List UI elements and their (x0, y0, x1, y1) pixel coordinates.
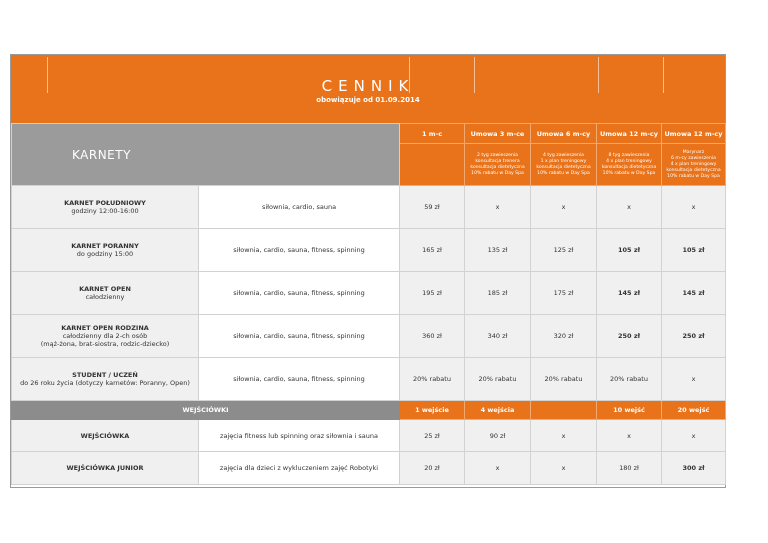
price-value: 59 zł (400, 186, 465, 229)
pass-includes: siłownia, cardio, sauna, fitness, spinning (199, 229, 400, 272)
pass-includes: siłownia, cardio, sauna, fitness, spinning (199, 358, 400, 401)
plan-benefit-line: 10% rabatu w Day Spa (602, 170, 656, 176)
price-value: 145 zł (597, 272, 662, 315)
plan-benefits (531, 144, 597, 186)
plan-benefit-line: konsultacja dietetyczna (536, 164, 591, 170)
entry-pass-includes: zajęcia dla dzieci z wykluczeniem zajęć Robotyki (199, 452, 400, 485)
price-value: x (597, 420, 662, 452)
plan-benefits (597, 144, 662, 186)
plan-benefit-line: 2 tyg zawieszenia (477, 152, 518, 158)
entry-pass-title: WEJŚCIÓWKA JUNIOR (66, 464, 144, 472)
plan-column-header: Umowa 3 m-ce (465, 124, 531, 144)
plan-benefit-line: konsultacja trenera (475, 158, 520, 164)
entry-column-header: 20 wejść (662, 401, 726, 420)
pass-name (12, 186, 199, 229)
section-heading-karnety: KARNETY (12, 124, 400, 186)
plan-column-header: Umowa 12 m-cy (597, 124, 662, 144)
pass-row (12, 229, 726, 272)
price-value: 195 zł (400, 272, 465, 315)
price-value: x (597, 186, 662, 229)
plan-benefit-line: konsultacja dietetyczna (666, 167, 721, 173)
price-list-banner (11, 55, 725, 123)
price-value: 20 zł (400, 452, 465, 485)
price-value: x (531, 452, 597, 485)
plan-benefits (662, 144, 726, 186)
plan-benefits (400, 144, 465, 186)
pass-title: KARNET OPEN (79, 285, 131, 293)
entry-pass-name (12, 452, 199, 485)
pass-detail: całodzienny dla 2-ch osób (62, 332, 148, 340)
price-value: 250 zł (662, 315, 726, 358)
price-value: 320 zł (531, 315, 597, 358)
pass-includes: siłownia, cardio, sauna, fitness, spinning (199, 315, 400, 358)
price-value: 25 zł (400, 420, 465, 452)
entry-column-header (531, 401, 597, 420)
entry-pass-title: WEJŚCIÓWKA (80, 431, 130, 440)
pass-row (12, 272, 726, 315)
plan-column-header: Umowa 6 m-cy (531, 124, 597, 144)
plan-benefit-line: 4 tyg zawieszenia (543, 152, 584, 158)
price-table (11, 123, 726, 485)
price-value: 180 zł (597, 452, 662, 485)
price-value: 20% rabatu (465, 358, 531, 401)
plan-benefit-line: 1 x plan treningowy (540, 158, 587, 164)
plan-benefit-line: 6 m-cy zawieszenia (671, 155, 716, 161)
plan-benefit-line: 10% rabatu w Day Spa (471, 170, 524, 176)
entry-pass-includes: zajęcia fitness lub spinning oraz siłownia i sauna (199, 420, 400, 452)
section-heading-wejsciowki: WEJŚCIÓWKI (12, 401, 400, 420)
price-value: 300 zł (662, 452, 726, 485)
price-value: x (662, 186, 726, 229)
price-value: 360 zł (400, 315, 465, 358)
price-value: 185 zł (465, 272, 531, 315)
entry-passes-header-row (12, 401, 726, 420)
price-value: 20% rabatu (400, 358, 465, 401)
plan-benefit-line: 10% rabatu w Day Spa (667, 173, 720, 179)
pass-row (12, 358, 726, 401)
price-value: 175 zł (531, 272, 597, 315)
pass-detail: do 26 roku życia (dotyczy karnetów: Poranny, Open) (20, 379, 190, 387)
plan-benefit-line: konsultacja dietetyczna (601, 164, 657, 170)
plan-benefit-line: 4 x plan treningowy (670, 161, 717, 167)
price-value: 145 zł (662, 272, 726, 315)
price-value: 105 zł (597, 229, 662, 272)
pass-title: KARNET OPEN RODZINA (61, 324, 149, 332)
price-value: 125 zł (531, 229, 597, 272)
plan-benefits (465, 144, 531, 186)
pass-row (12, 186, 726, 229)
pass-includes: siłownia, cardio, sauna, fitness, spinning (199, 272, 400, 315)
pass-name (12, 358, 199, 401)
pass-name (12, 315, 199, 358)
entry-pass-row (12, 420, 726, 452)
price-value: 165 zł (400, 229, 465, 272)
pass-detail: do godziny 15:00 (76, 250, 134, 258)
pass-name (12, 229, 199, 272)
header-row (12, 124, 726, 144)
price-value: 340 zł (465, 315, 531, 358)
pass-detail: całodzienny (85, 293, 125, 301)
price-value: x (465, 186, 531, 229)
price-value: 20% rabatu (531, 358, 597, 401)
pass-detail: godziny 12:00-16:00 (71, 207, 139, 215)
price-value: 250 zł (597, 315, 662, 358)
pass-title: STUDENT / UCZEŃ (72, 371, 138, 379)
pass-includes: siłownia, cardio, sauna (199, 186, 400, 229)
entry-pass-name (12, 420, 199, 452)
price-value: x (662, 358, 726, 401)
plan-benefit-line: Marynarz (682, 149, 705, 155)
pass-title: KARNET PORANNY (71, 242, 139, 250)
pass-name (12, 272, 199, 315)
pass-row (12, 315, 726, 358)
plan-benefit-line: konsultacja dietetyczna (470, 164, 525, 170)
price-value: x (531, 186, 597, 229)
pass-title: KARNET POŁUDNIOWY (64, 199, 146, 207)
plan-benefit-line: 4 x plan treningowy (606, 158, 652, 164)
plan-column-header: Umowa 12 m-cy (662, 124, 726, 144)
entry-column-header: 4 wejścia (465, 401, 531, 420)
price-value: 90 zł (465, 420, 531, 452)
price-value: x (531, 420, 597, 452)
price-value: x (662, 420, 726, 452)
plan-benefit-line: 8 tyg zawieszenia (608, 152, 650, 158)
price-list-title: CENNIK (321, 77, 415, 95)
plan-benefit-line: 10% rabatu w Day Spa (537, 170, 590, 176)
entry-column-header: 1 wejście (400, 401, 465, 420)
entry-column-header: 10 wejść (597, 401, 662, 420)
price-value: 20% rabatu (597, 358, 662, 401)
entry-pass-row (12, 452, 726, 485)
plan-column-header: 1 m-c (400, 124, 465, 144)
price-value: 135 zł (465, 229, 531, 272)
price-list-sheet (10, 54, 726, 488)
price-list-validity: obowiązuje od 01.09.2014 (316, 96, 420, 104)
pass-detail: (mąż-żona, brat-siostra, rodzic-dziecko) (40, 340, 170, 348)
price-value: x (465, 452, 531, 485)
price-value: 105 zł (662, 229, 726, 272)
